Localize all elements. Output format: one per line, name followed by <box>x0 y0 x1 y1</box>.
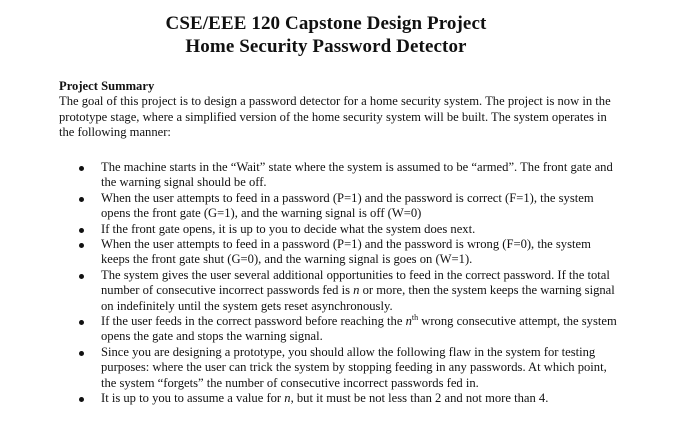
project-title: Home Security Password Detector <box>185 36 467 57</box>
list-item-text: When the user attempts to feed in a password (P=1) and the password is correct (F=1), the system opens the front gate (G=1), and the warning signal is off (W=0) <box>101 190 594 221</box>
variable-n: n <box>353 283 360 298</box>
list-item-text: If the front gate opens, it is up to you to decide what the system does next. <box>101 221 476 236</box>
course-title: CSE/EEE 120 Capstone Design Project <box>165 13 487 34</box>
operation-list <box>59 160 619 407</box>
bullet-icon <box>79 166 84 171</box>
project-summary <box>59 79 619 141</box>
bullet-icon <box>79 228 84 233</box>
ordinal-suffix: th <box>411 312 419 322</box>
list-item-text <box>101 391 619 406</box>
list-item-text-start: It is up to you to assume a value for <box>101 391 285 406</box>
list-item <box>59 391 619 406</box>
list-item-text-end: wrong consecutive attempt, the system opens the gate and stops the warning signal. <box>101 314 617 344</box>
list-item-text <box>101 268 619 314</box>
bullet-icon <box>79 197 84 202</box>
list-item-text-start: If the user feeds in the correct password before reaching the <box>101 314 406 329</box>
list-item <box>59 314 619 345</box>
document-title <box>0 12 652 58</box>
list-item-text: When the user attempts to feed in a password (P=1) and the password is wrong (F=0), the system keeps the front gate shut (G=0), and the warning signal is goes on (W=1). <box>101 237 591 267</box>
list-item-text-end: or more, then the system keeps the warning signal on indefinitely until the system gets reset asynchronously. <box>101 283 615 313</box>
list-item <box>59 160 619 191</box>
list-item-text-end: , but it must be not less than 2 and not more than 4. <box>290 391 549 406</box>
list-item <box>59 191 619 222</box>
bullet-icon <box>79 397 84 402</box>
list-item <box>59 345 619 391</box>
list-item <box>59 268 619 314</box>
list-item-text: The machine starts in the “Wait” state where the system is assumed to be “armed”. The front gate and the warning signal should be off. <box>101 160 613 190</box>
variable-n: n <box>405 314 412 329</box>
bullet-icon <box>79 243 84 248</box>
bullet-icon <box>79 274 84 279</box>
list-item-text: Since you are designing a prototype, you should allow the following flaw in the system for testing purposes: where the user can trick the system by stopping feeding in any passwords. At which point, the system “forgets” the number of consecutive incorrect passwords fed in. <box>101 344 607 390</box>
variable-n: n <box>284 391 291 406</box>
summary-paragraph: The goal of this project is to design a password detector for a home security system. The project is now in the prototype stage, where a simplified version of the home security system will be built. The system operates in the following manner: <box>59 94 611 140</box>
bullet-icon <box>79 320 84 325</box>
list-item-text-start: The system gives the user several additional opportunities to feed in the correct password. If the total number of consecutive incorrect passwords fed is <box>101 267 610 298</box>
summary-heading: Project Summary <box>59 79 155 93</box>
list-item-text <box>101 314 619 345</box>
list-item <box>59 222 619 237</box>
list-item <box>59 237 619 268</box>
bullet-icon <box>79 351 84 356</box>
